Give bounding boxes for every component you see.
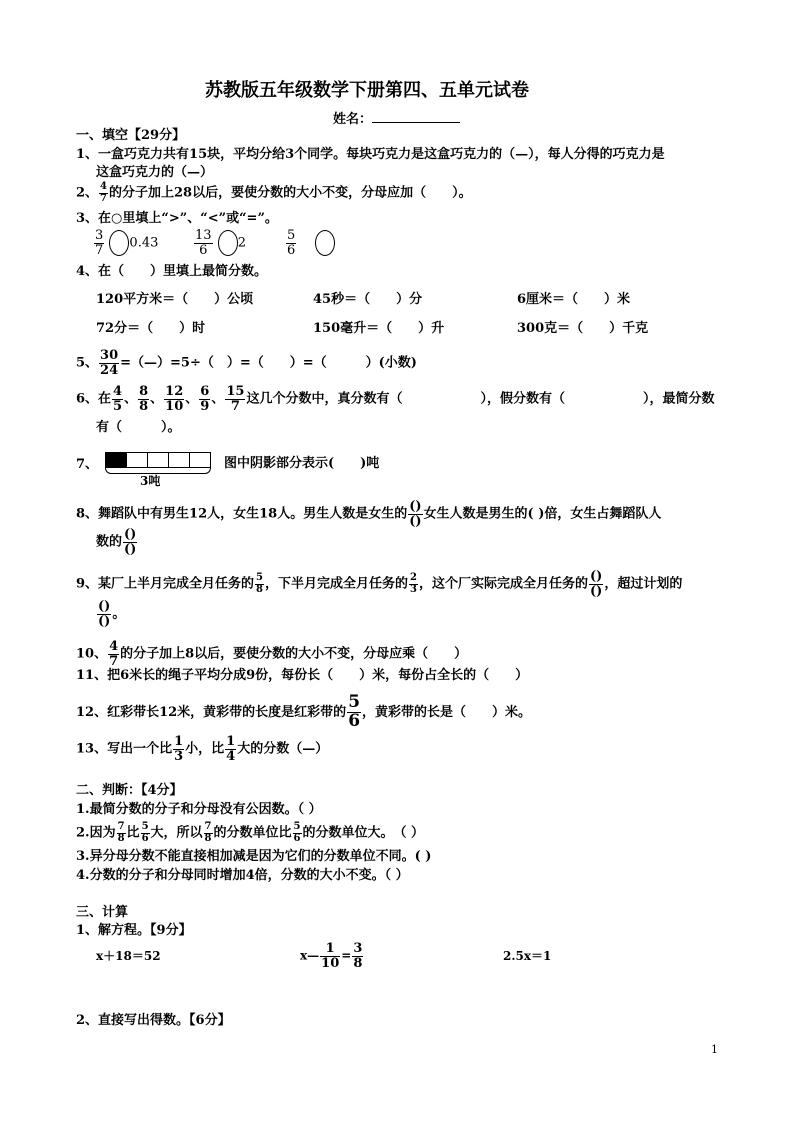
q4-r2-c3: 300克＝（ ）千克 xyxy=(517,321,649,336)
fraction: $\frac{5}{6}$ xyxy=(287,228,296,258)
judge-2: 2.因为 $\frac{7}{8}$ 比 $\frac{5}{6}$ 大，所以 $\frac{7}{8}$ 的分数单位比 $\frac{5}{6}$ 的分数单位大。 （ ） xyxy=(76,821,425,844)
question-13: 13、写出一个比 $\frac{1}{3}$ 小，比 $\frac{1}{4}$ 大的分数（—） xyxy=(76,734,329,764)
fraction: $\frac{()}{()}$ xyxy=(124,527,137,557)
fraction: $\frac{1}{3}$ xyxy=(174,734,184,764)
fraction: $\frac{4}{7}$ xyxy=(109,639,119,669)
bar-cell xyxy=(190,453,210,467)
q7-shaded-bar xyxy=(105,452,211,468)
judge-3: 3.异分母分数不能直接相加减是因为它们的分数单位不同。( ) xyxy=(76,849,432,864)
section3-heading: 三、计算 xyxy=(76,905,129,920)
question-6-cont: 有（ ）。 xyxy=(96,420,181,435)
fraction: $\frac{()}{()}$ xyxy=(590,569,603,599)
fraction: $\frac{4}{5}$ xyxy=(113,384,123,414)
q7-brace xyxy=(105,467,211,474)
question-5: 5、 $\frac{30}{24}$ =（—）=5÷（ ）=（ ）=（ ）(小数) xyxy=(76,348,417,378)
fraction: $\frac{3}{7}$ xyxy=(95,228,104,258)
fraction: $\frac{7}{8}$ xyxy=(117,821,125,844)
page-number: 1 xyxy=(711,1043,718,1056)
fraction: $\frac{1}{4}$ xyxy=(226,734,236,764)
q2-prefix: 2、 xyxy=(76,185,99,201)
fraction: $\frac{()}{()}$ xyxy=(409,499,422,529)
fraction: $\frac{7}{8}$ xyxy=(204,821,212,844)
equation-1: x＋18＝52 xyxy=(96,949,161,963)
fraction: $\frac{30}{24}$ xyxy=(100,348,119,378)
question-4: 4、在（ ）里填上最简分数。 xyxy=(76,264,268,279)
fraction: $\frac{12}{10}$ xyxy=(165,384,184,414)
question-8: 8、舞蹈队中有男生12人，女生18人。男生人数是女生的 $\frac{()}{()}$ 女生人数是男生的( )倍，女生占舞蹈队人 xyxy=(76,499,662,529)
fraction: $\frac{()}{()}$ xyxy=(98,599,111,629)
q7-prefix: 7、 xyxy=(76,457,99,472)
q4-r1-c3: 6厘米＝（ ）米 xyxy=(517,292,631,307)
fraction: $\frac{5}{6}$ xyxy=(348,692,361,731)
fraction: $\frac{15}{7}$ xyxy=(226,384,245,414)
question-10: 10、 $\frac{4}{7}$ 的分子加上8以后，要使分数的大小不变，分母应乘（ ） xyxy=(76,639,468,669)
q7-brace-label: 3吨 xyxy=(140,474,161,488)
question-1-cont: 这盒巧克力的（—） xyxy=(96,165,214,180)
q4-r2-c1: 72分＝（ ）时 xyxy=(96,321,206,336)
q2-text: 的分子加上28以后，要使分数的大小不变，分母应加（ ）。 xyxy=(109,185,472,201)
sub-section-1: 1、解方程。【9分】 xyxy=(76,923,192,938)
judge-4: 4.分数的分子和分母同时增加4倍，分数的大小不变。（ ） xyxy=(76,868,409,883)
compare-circle[interactable] xyxy=(218,230,238,256)
question-9-cont: $\frac{()}{()}$ 。 xyxy=(98,599,126,629)
section1-heading: 一、填空【29分】 xyxy=(76,128,186,143)
equation-2: x— $\frac{1}{10}$ = $\frac{3}{8}$ xyxy=(300,941,363,971)
question-6: 6、在 $\frac{4}{5}$ 、 $\frac{8}{8}$ 、 $\frac{12}{10}$ 、 $\frac{6}{9}$ 、 $\frac{15}{7}$ 这几个分数中，真分数有（ ），假分数有（ ），最简分数 xyxy=(76,384,715,414)
bar-cell xyxy=(148,453,169,467)
question-11: 11、把6米长的绳子平均分成9份，每份长（ ）米，每份占全长的（ ） xyxy=(76,668,529,683)
question-1: 1、一盒巧克力共有15块，平均分给3个同学。每块巧克力是这盒巧克力的（—），每人分得的巧克力是 xyxy=(76,147,665,162)
question-8-cont: 数的 $\frac{()}{()}$ xyxy=(96,527,137,557)
q3-item-a xyxy=(93,229,158,257)
q4-r1-c1: 120平方米＝（ ）公顷 xyxy=(96,292,254,307)
fraction: $\frac{5}{6}$ xyxy=(141,821,149,844)
question-9: 9、某厂上半月完成全月任务的 $\frac{5}{8}$ ，下半月完成全月任务的 $\frac{2}{3}$ ，这个厂实际完成全月任务的 $\frac{()}{()}$ ，超过计划的 xyxy=(76,569,683,599)
page-title: 苏教版五年级数学下册第四、五单元试卷 xyxy=(205,80,529,101)
q3-a-value: 0.43 xyxy=(129,235,159,251)
judge-1: 1.最简分数的分子和分母没有公因数。（ ） xyxy=(76,802,322,817)
bar-cell xyxy=(169,453,190,467)
name-blank[interactable] xyxy=(372,110,460,123)
fraction: $\frac{1}{10}$ xyxy=(321,941,340,971)
name-label: 姓名： xyxy=(333,112,373,127)
fraction: $\frac{6}{9}$ xyxy=(200,384,210,414)
equation-3: 2.5x＝1 xyxy=(503,949,552,963)
question-2 xyxy=(76,182,472,204)
fraction: $\frac{8}{8}$ xyxy=(139,384,149,414)
bar-cell-shaded xyxy=(106,453,127,467)
fraction: $\frac{13}{6}$ xyxy=(195,228,212,258)
bar-cell xyxy=(127,453,148,467)
q7-text: 图中阴影部分表示( )吨 xyxy=(224,456,380,471)
question-12: 12、红彩带长12米，黄彩带的长度是红彩带的 $\frac{5}{6}$ ，黄彩带的长是（ ）米。 xyxy=(76,692,532,731)
q4-r2-c2: 150毫升＝（ ）升 xyxy=(313,321,445,336)
fraction: $\frac{3}{8}$ xyxy=(353,941,363,971)
fraction: $\frac{2}{3}$ xyxy=(410,572,417,595)
q3-item-c xyxy=(285,229,335,257)
name-field[interactable] xyxy=(333,110,460,126)
fraction: $\frac{4}{7}$ xyxy=(100,181,108,204)
q3-b-value: 2 xyxy=(237,235,246,251)
fraction: $\frac{5}{6}$ xyxy=(293,821,301,844)
fraction: $\frac{5}{8}$ xyxy=(256,572,264,595)
question-3: 3、在○里填上“>”、“<”或“=”。 xyxy=(76,211,278,226)
compare-circle[interactable] xyxy=(315,230,335,256)
q4-r1-c2: 45秒＝（ ）分 xyxy=(313,292,423,307)
section2-heading: 二、判断：【4分】 xyxy=(76,783,183,798)
q3-item-b xyxy=(193,229,246,257)
compare-circle[interactable] xyxy=(109,230,129,256)
sub-section-2: 2、直接写出得数。【6分】 xyxy=(76,1013,231,1028)
